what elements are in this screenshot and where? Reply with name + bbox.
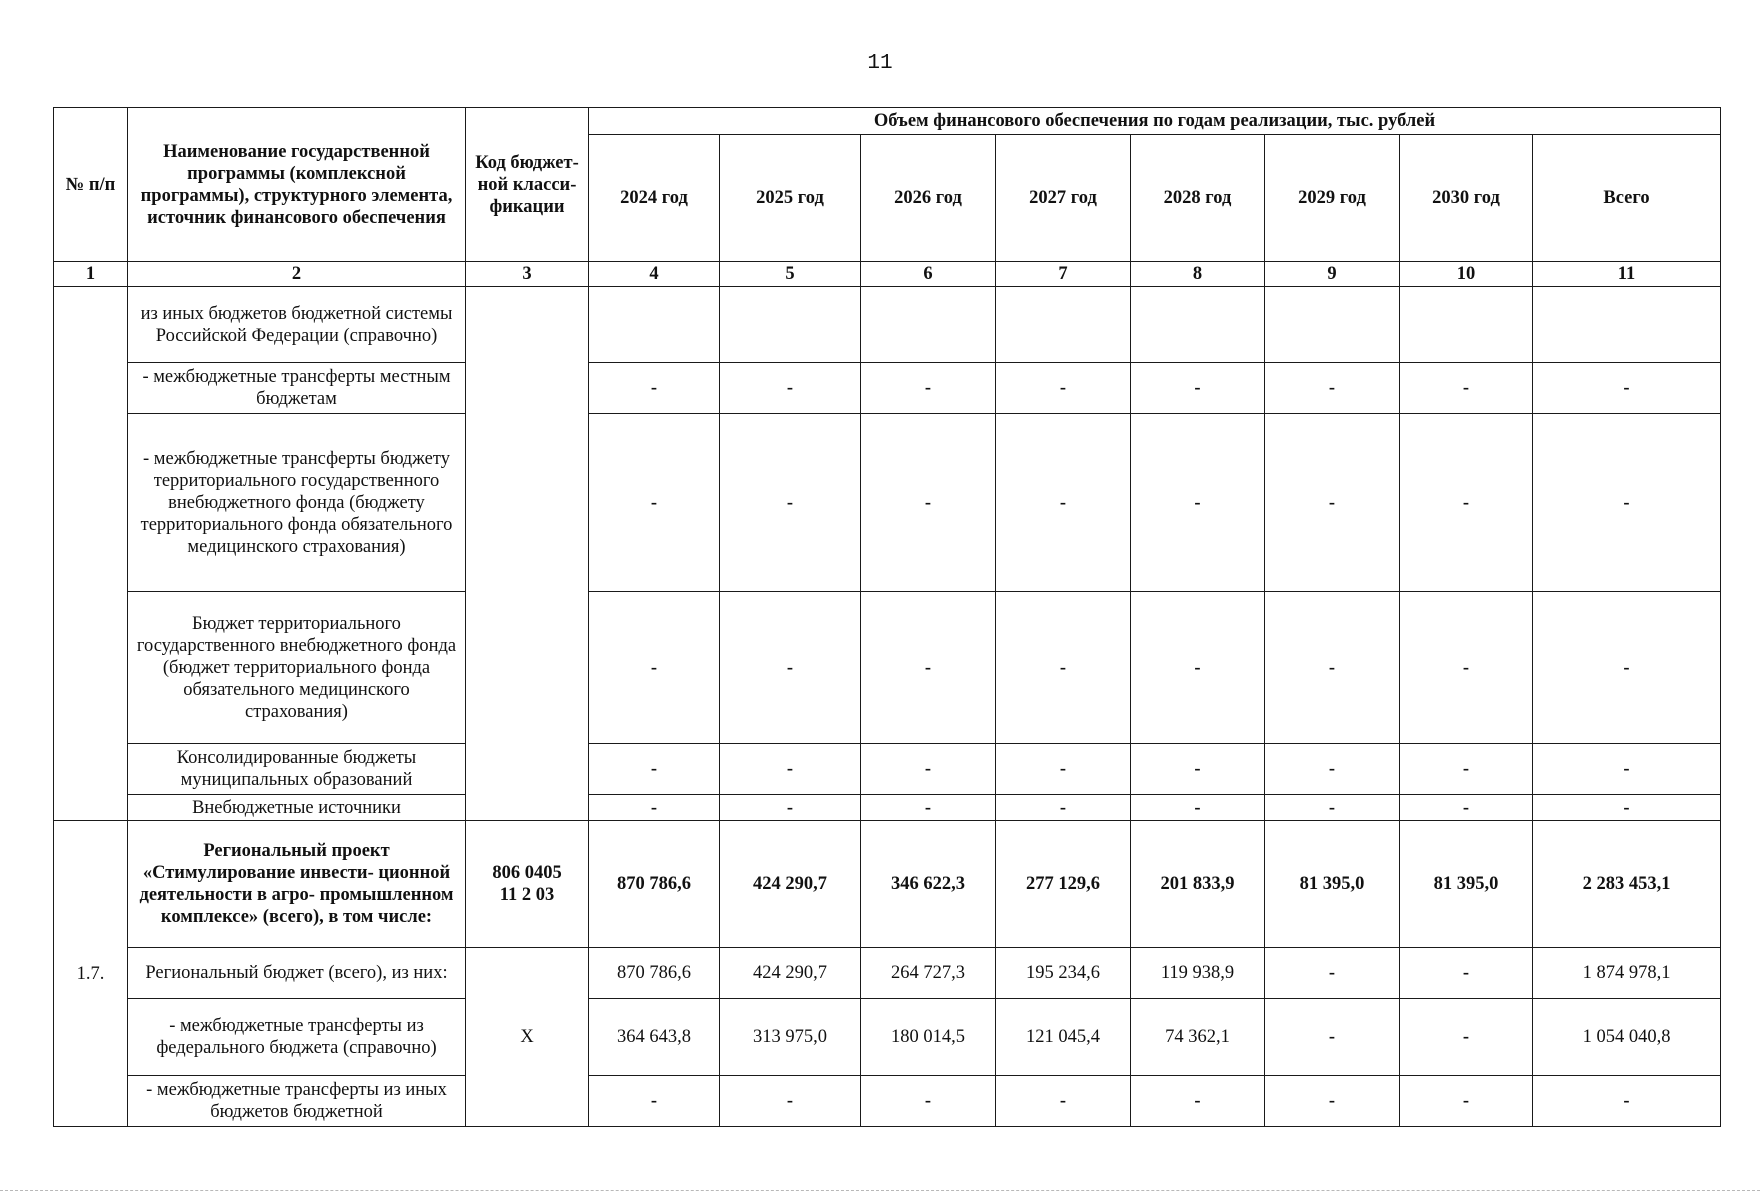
value-cell: - — [1400, 592, 1533, 744]
row-number: 1.7. — [54, 821, 128, 1127]
value-cell: - — [1533, 1076, 1721, 1127]
column-number: 2 — [128, 262, 466, 287]
value-cell: - — [1265, 999, 1400, 1076]
header-year: 2027 год — [996, 135, 1131, 262]
value-cell: - — [1265, 744, 1400, 795]
value-cell: - — [996, 592, 1131, 744]
value-cell: 424 290,7 — [720, 821, 861, 948]
value-cell: 277 129,6 — [996, 821, 1131, 948]
value-cell: 195 234,6 — [996, 948, 1131, 999]
table-row — [54, 414, 1721, 592]
value-cell: 2 283 453,1 — [1533, 821, 1721, 948]
table-row — [54, 363, 1721, 414]
value-cell: - — [1400, 414, 1533, 592]
value-cell: - — [1400, 999, 1533, 1076]
value-cell: 364 643,8 — [589, 999, 720, 1076]
value-cell: - — [861, 744, 996, 795]
column-number: 3 — [466, 262, 589, 287]
value-cell: 119 938,9 — [1131, 948, 1265, 999]
value-cell — [720, 287, 861, 363]
value-cell: - — [1131, 795, 1265, 821]
header-volume: Объем финансового обеспечения по годам реализации, тыс. рублей — [589, 108, 1721, 135]
row-name: Внебюджетные источники — [128, 795, 466, 821]
value-cell: - — [720, 795, 861, 821]
value-cell: 1 874 978,1 — [1533, 948, 1721, 999]
value-cell: - — [1533, 795, 1721, 821]
value-cell — [1265, 287, 1400, 363]
value-cell: - — [1265, 592, 1400, 744]
value-cell: 424 290,7 — [720, 948, 861, 999]
table-row — [54, 744, 1721, 795]
row-code — [466, 821, 589, 948]
value-cell: - — [861, 795, 996, 821]
value-cell: 264 727,3 — [861, 948, 996, 999]
row-name: Бюджет территориального государственного внебюджетного фонда (бюджет территориального фонда обязательного медицинского страхования) — [128, 592, 466, 744]
row-name: Консолидированные бюджеты муниципальных образований — [128, 744, 466, 795]
column-numbers-row — [54, 262, 1721, 287]
value-cell: - — [996, 795, 1131, 821]
header-year: 2029 год — [1265, 135, 1400, 262]
value-cell: 1 054 040,8 — [1533, 999, 1721, 1076]
row-name: из иных бюджетов бюджетной системы Российской Федерации (справочно) — [128, 287, 466, 363]
value-cell: - — [861, 363, 996, 414]
value-cell: - — [1400, 1076, 1533, 1127]
table-row — [54, 999, 1721, 1076]
header-total: Всего — [1533, 135, 1721, 262]
column-number: 7 — [996, 262, 1131, 287]
value-cell: - — [1131, 592, 1265, 744]
value-cell: - — [589, 795, 720, 821]
value-cell: 121 045,4 — [996, 999, 1131, 1076]
value-cell: 180 014,5 — [861, 999, 996, 1076]
column-number: 8 — [1131, 262, 1265, 287]
value-cell: - — [589, 414, 720, 592]
value-cell: - — [861, 414, 996, 592]
value-cell: 81 395,0 — [1400, 821, 1533, 948]
table-row — [54, 287, 1721, 363]
row-code: X — [466, 948, 589, 1127]
value-cell: 870 786,6 — [589, 821, 720, 948]
table-row — [54, 821, 1721, 948]
table-row — [54, 948, 1721, 999]
code-line: 806 0405 — [492, 863, 562, 883]
value-cell: - — [1533, 363, 1721, 414]
value-cell: - — [1131, 744, 1265, 795]
header-year: 2028 год — [1131, 135, 1265, 262]
value-cell: - — [589, 363, 720, 414]
value-cell: - — [720, 744, 861, 795]
column-number: 5 — [720, 262, 861, 287]
value-cell: 313 975,0 — [720, 999, 861, 1076]
column-number: 6 — [861, 262, 996, 287]
value-cell: - — [1265, 795, 1400, 821]
header-year: 2025 год — [720, 135, 861, 262]
financing-table — [53, 107, 1721, 1127]
row-name: - межбюджетные трансферты из иных бюджетов бюджетной — [128, 1076, 466, 1127]
value-cell: - — [1400, 744, 1533, 795]
scan-edge-divider — [0, 1190, 1760, 1191]
row-name: Региональный проект «Стимулирование инвести- ционной деятельности в агро- промышленном комплексе» (всего), в том числе: — [128, 821, 466, 948]
header-year: 2030 год — [1400, 135, 1533, 262]
table-row — [54, 795, 1721, 821]
value-cell: 201 833,9 — [1131, 821, 1265, 948]
value-cell: - — [720, 1076, 861, 1127]
header-code: Код бюджет- ной класси- фикации — [466, 108, 589, 262]
value-cell: 74 362,1 — [1131, 999, 1265, 1076]
row-name: - межбюджетные трансферты бюджету территориального государственного внебюджетного фонда (бюджету территориального фонда обязательного медицинского страхования) — [128, 414, 466, 592]
value-cell: - — [1533, 592, 1721, 744]
value-cell — [589, 287, 720, 363]
value-cell: 870 786,6 — [589, 948, 720, 999]
table-row — [54, 592, 1721, 744]
column-number: 1 — [54, 262, 128, 287]
value-cell: - — [1533, 414, 1721, 592]
value-cell: - — [1131, 363, 1265, 414]
value-cell: - — [1265, 948, 1400, 999]
value-cell: - — [996, 414, 1131, 592]
header-row-1 — [54, 108, 1721, 135]
column-number: 4 — [589, 262, 720, 287]
header-year: 2026 год — [861, 135, 996, 262]
value-cell: - — [861, 1076, 996, 1127]
value-cell — [861, 287, 996, 363]
column-number: 9 — [1265, 262, 1400, 287]
value-cell: - — [996, 1076, 1131, 1127]
row-name: - межбюджетные трансферты из федерального бюджета (справочно) — [128, 999, 466, 1076]
column-number: 11 — [1533, 262, 1721, 287]
row-name: - межбюджетные трансферты местным бюджетам — [128, 363, 466, 414]
table-row — [54, 1076, 1721, 1127]
column-number: 10 — [1400, 262, 1533, 287]
value-cell: - — [589, 592, 720, 744]
value-cell — [1400, 287, 1533, 363]
value-cell: 346 622,3 — [861, 821, 996, 948]
row-code — [466, 287, 589, 821]
row-number — [54, 287, 128, 821]
code-line: 11 2 03 — [499, 885, 555, 905]
value-cell: - — [1400, 795, 1533, 821]
value-cell: - — [996, 744, 1131, 795]
page-number: 11 — [867, 52, 893, 75]
value-cell: - — [996, 363, 1131, 414]
value-cell: - — [1265, 414, 1400, 592]
value-cell: - — [720, 363, 861, 414]
header-year: 2024 год — [589, 135, 720, 262]
value-cell: - — [861, 592, 996, 744]
header-name: Наименование государственной программы (комплексной программы), структурного элемента, источник финансового обеспечения — [128, 108, 466, 262]
value-cell: - — [720, 414, 861, 592]
value-cell: - — [720, 592, 861, 744]
value-cell: - — [1533, 744, 1721, 795]
value-cell: - — [1265, 363, 1400, 414]
value-cell: - — [589, 1076, 720, 1127]
header-num: № п/п — [54, 108, 128, 262]
value-cell — [1533, 287, 1721, 363]
value-cell: 81 395,0 — [1265, 821, 1400, 948]
value-cell: - — [1265, 1076, 1400, 1127]
row-name: Региональный бюджет (всего), из них: — [128, 948, 466, 999]
value-cell — [1131, 287, 1265, 363]
value-cell: - — [589, 744, 720, 795]
value-cell: - — [1131, 414, 1265, 592]
value-cell: - — [1400, 948, 1533, 999]
value-cell — [996, 287, 1131, 363]
value-cell: - — [1400, 363, 1533, 414]
value-cell: - — [1131, 1076, 1265, 1127]
